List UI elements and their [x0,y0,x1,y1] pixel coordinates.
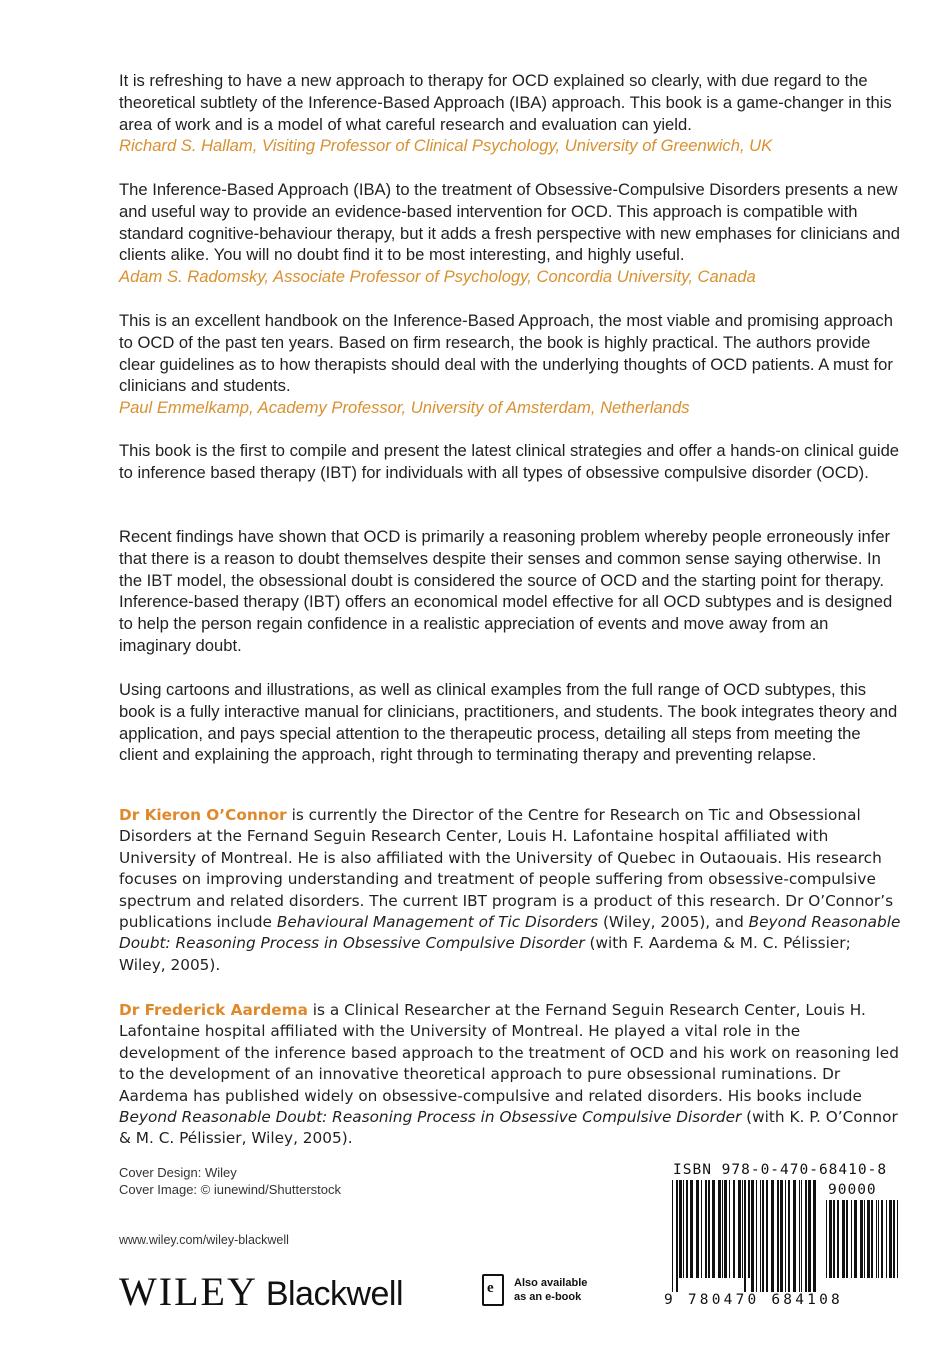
description-1 [119,440,901,484]
barcode-bar [881,1200,883,1278]
barcode-bar [724,1180,727,1278]
barcode-bar [808,1180,811,1292]
barcode-bar [788,1180,790,1292]
barcode-bar [799,1180,800,1292]
barcode-bar [744,1180,746,1292]
barcode-bar [701,1180,702,1278]
barcode-bar [777,1180,779,1292]
barcode-bar [785,1180,786,1292]
barcode-bar [886,1200,887,1278]
wiley-blackwell-logo [119,1268,403,1316]
barcode-bar [889,1200,892,1278]
logo-wiley: WILEY [119,1269,258,1314]
review-attribution: Adam S. Radomsky, Associate Professor of Psychology, Concordia University, Canada [119,267,756,287]
barcode-bar [683,1180,684,1278]
review-attribution: Paul Emmelkamp, Academy Professor, University of Amsterdam, Netherlands [119,398,690,418]
barcode-bar [742,1180,743,1278]
barcode-bar [705,1180,707,1278]
bio-text: Dr Kieron O’Connor is currently the Director of the Centre for Research on Tic and Obsessional Disorders at the Fernand Seguin Research Center, Louis H. Lafontaine hospital affiliated with University of Montreal. He is also affiliated with the University of Quebec in Outaouais. His research focuses on improving understanding and treatment of people suffering from obsessive-compulsive spectrum and related disorders. The current IBT program is a product of this research. Dr O’Connor’s publications include Behavioural Management of Tic Disorders (Wiley, 2005), and Beyond Reasonable Doubt: Reasoning Process in Obsessive Compulsive Disorder (with F. Aardema & M. C. Pélissier; Wiley, 2005). [119,806,901,974]
barcode-bar [672,1180,673,1292]
isbn-barcode [672,1180,818,1292]
barcode-bar [690,1180,693,1278]
publisher-website: www.wiley.com/wiley-blackwell [119,1233,289,1247]
barcode-bar [878,1200,879,1278]
barcode-bar [762,1180,764,1292]
barcode-bar [708,1180,710,1278]
author-name: Dr Kieron O’Connor [119,806,287,824]
description-3 [119,679,901,766]
barcode-bar [751,1180,754,1292]
barcode-bar [860,1200,863,1278]
author-bio-oconnor [119,805,901,976]
barcode-bar [801,1180,802,1292]
cover-credits [119,1165,341,1198]
barcode-bar [871,1200,873,1278]
barcode-bar [760,1180,761,1292]
barcode-bar [876,1200,877,1278]
barcode-bar [771,1180,774,1292]
book-title: Beyond Reasonable Doubt: Reasoning Process in Obsessive Compulsive Disorder [119,1108,742,1127]
review-text: This is an excellent handbook on the Inference-Based Approach, the most viable and promising approach to OCD of the past ten years. Based on firm research, the book is highly practical. The authors provide clear guidelines as to how therapists should deal with the underlying thoughts of OCD patients. A must for clinicians and students. [119,311,893,396]
barcode-bar [718,1180,721,1278]
barcode-bar [842,1200,845,1278]
description-text: Using cartoons and illustrations, as well as clinical examples from the full range of OCD subtypes, this book is a fully interactive manual for clinicians, practitioners, and students. The book integrates theory and application, and pays special attention to the therapeutic process, detailing all steps from meeting the client and explaining the approach, right through to terminating therapy and preventing relapse. [119,680,898,765]
logo-blackwell: Blackwell [265,1275,404,1313]
review-1 [119,70,901,157]
description-2 [119,526,901,657]
ean-digits: 9 780470 684108 [664,1292,843,1308]
barcode-bar [748,1180,750,1278]
barcode-bar [837,1200,839,1278]
e-book-icon: e [482,1274,504,1306]
book-title: Beyond Reasonable Doubt: Reasoning Process in Obsessive Compulsive Disorder [119,913,901,953]
bio-text: Dr Frederick Aardema is a Clinical Researcher at the Fernand Seguin Research Center, Louis H. Lafontaine hospital affiliated with the University of Montreal. He played a vital role in the development of the inference based approach to the treatment of OCD and his work on reasoning led to the development of an innovative theoretical approach to pure obsessional ruminations. Dr Aardema has published widely on obsessive-compulsive and related disorders. His books include Beyond Reasonable Doubt: Reasoning Process in Obsessive Compulsive Disorder (with K. P. O’Connor & M. C. Pélissier, Wiley, 2005). [119,1001,899,1148]
barcode-bar [722,1180,723,1278]
cover-image-credit: Cover Image: © iunewind/Shutterstock [119,1181,342,1197]
review-text: It is refreshing to have a new approach to therapy for OCD explained so clearly, with due regard to the theoretical subtlety of the Inference-Based Approach (IBA) approach. This book is a game-changer in this area of work and is a model of what careful research and evaluation can yield. [119,71,892,134]
barcode-bar [733,1180,735,1278]
review-text: The Inference-Based Approach (IBA) to the treatment of Obsessive-Compulsive Disorders presents a new and useful way to provide an evidence-based intervention for OCD. This approach is compatible with standard cognitive-behaviour therapy, but it adds a fresh perspective with new emphases for clinicians and clients alike. You will no doubt find it to be most interesting, and highly useful. [119,180,900,265]
barcode-bar [729,1180,730,1278]
review-attribution: Richard S. Hallam, Visiting Professor of Clinical Psychology, University of Greenwich, UK [119,136,773,156]
barcode-bar [829,1200,832,1278]
review-3 [119,310,901,419]
price-barcode [826,1200,898,1292]
barcode-bar [897,1200,898,1278]
barcode-bar [686,1180,688,1278]
price-code-label: 90000 [828,1182,877,1198]
barcode-bar [813,1180,816,1292]
barcode-bar [864,1200,865,1278]
isbn-label: ISBN 978-0-470-68410-8 [673,1162,888,1178]
barcode-bar [833,1200,835,1278]
description-text: This book is the first to compile and present the latest clinical strategies and offer a hands-on clinical guide to inference based therapy (IBT) for individuals with all types of obsessive compulsive disorder (OCD). [119,441,900,482]
author-bio-aardema [119,1000,901,1150]
barcode-bar [846,1200,848,1278]
barcode-bar [867,1200,870,1278]
description-text: Recent findings have shown that OCD is primarily a reasoning problem whereby people erroneously infer that there is a reason to doubt themselves despite their senses and common sense saying otherwise. In the IBT model, the obsessional doubt is considered the source of OCD and the starting point for therapy. Inference-based therapy (IBT) offers an economical model effective for all OCD subtypes and is designed to help the person regain confidence in a realistic appreciation of events and move away from an imaginary doubt. [119,527,893,655]
author-name: Dr Frederick Aardema [119,1001,308,1019]
barcode-bar [712,1180,715,1278]
barcode-bar [696,1180,699,1278]
barcode-bar [893,1200,895,1278]
ebook-line-2: as an e-book [514,1291,582,1303]
book-title: Behavioural Management of Tic Disorders [276,913,599,932]
barcode-bar [793,1180,796,1292]
barcode-bar [738,1180,741,1278]
ebook-line-1: Also available [514,1277,588,1289]
barcode-bar [780,1180,783,1292]
barcode-bar [826,1200,827,1278]
barcode-bar [676,1180,678,1292]
barcode-bar [766,1180,768,1292]
barcode-bar [679,1180,682,1278]
barcode-bar [805,1180,807,1292]
ebook-notice [482,1274,642,1310]
barcode-bar [851,1200,852,1278]
barcode-bar [854,1200,857,1278]
review-2 [119,179,901,288]
cover-design-credit: Cover Design: Wiley [119,1165,237,1180]
barcode-bar [756,1180,757,1292]
